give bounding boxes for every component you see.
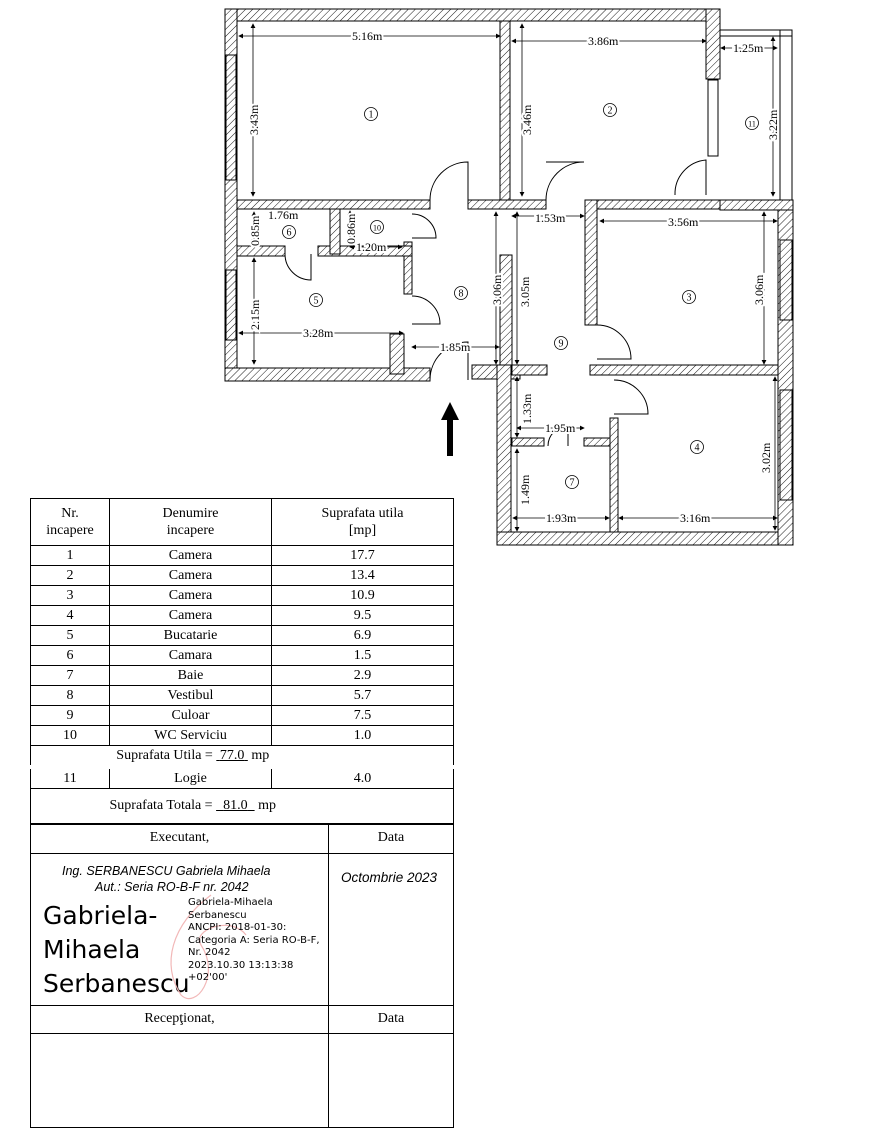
dim-label: 3.05m: [518, 276, 532, 307]
cell-area: 6.9: [272, 626, 454, 646]
signer-name-line: Mihaela: [43, 935, 141, 964]
dim-label: 3.06m: [490, 274, 504, 305]
table-row: [31, 586, 454, 606]
header-name-line2: incapere: [166, 523, 215, 538]
total-area-label: Suprafata Totala =: [109, 798, 213, 813]
signer-name-line: Gabriela-: [43, 901, 158, 930]
cell-area: 13.4: [272, 566, 454, 586]
cell-nr: 11: [31, 767, 110, 789]
table-header-row: [31, 499, 454, 546]
room-id: 10: [373, 223, 381, 233]
table-row: [31, 666, 454, 686]
room-id: 5: [313, 295, 319, 307]
cell-area: 4.0: [272, 767, 454, 789]
header-nr-line1: Nr.: [61, 506, 79, 521]
cell-nr: 3: [31, 586, 110, 606]
cell-name: Camera: [110, 566, 272, 586]
date-label: Data: [377, 830, 405, 845]
total-area-unit: mp: [258, 798, 276, 813]
room-id: 7: [569, 477, 575, 489]
cell-name: Camara: [110, 646, 272, 666]
table-row: [31, 726, 454, 746]
cell-area: 1.0: [272, 726, 454, 746]
room-table: [30, 498, 454, 824]
cell-name: WC Serviciu: [110, 726, 272, 746]
room-id: 6: [286, 227, 292, 239]
room-id: 1: [368, 109, 374, 121]
header-area-line2: [mp]: [348, 523, 377, 538]
cell-name: Vestibul: [110, 686, 272, 706]
dim-label: 3.22m: [766, 109, 780, 140]
cell-area: 10.9: [272, 586, 454, 606]
authorization: Aut.: Seria RO-B-F nr. 2042: [95, 880, 249, 894]
table-row: [31, 566, 454, 586]
received-label: Recepţionat,: [144, 1011, 215, 1026]
digital-sig-line: Nr. 2042: [188, 947, 231, 958]
cell-name: Bucatarie: [110, 626, 272, 646]
dim-label: 3.56m: [668, 215, 699, 229]
useful-area-row: [31, 746, 454, 768]
header-name: [110, 499, 272, 546]
digital-sig-line: Categoria A: Seria RO-B-F,: [188, 934, 320, 946]
cell-nr: 4: [31, 606, 110, 626]
dim-label: 3.28m: [303, 326, 334, 340]
dim-label: 3.86m: [588, 34, 619, 48]
room-id: 11: [748, 119, 756, 129]
executant-label: Executant,: [149, 830, 210, 845]
dim-label: 3.02m: [759, 442, 773, 473]
cell-nr: 7: [31, 666, 110, 686]
useful-area-number: 77.0: [219, 747, 245, 763]
cell-nr: 2: [31, 566, 110, 586]
floor-plan: [0, 0, 890, 560]
dim-label: 3.46m: [520, 104, 534, 135]
cell-nr: 9: [31, 706, 110, 726]
dim-label: 1.76m: [268, 208, 299, 222]
table-row: [31, 546, 454, 566]
room-id: 3: [686, 292, 692, 304]
header-area: [272, 499, 454, 546]
cell-name: Culoar: [110, 706, 272, 726]
cell-name: Baie: [110, 666, 272, 686]
dim-label: 3.16m: [680, 511, 711, 525]
cell-name: Camera: [110, 606, 272, 626]
cell-area: 1.5: [272, 646, 454, 666]
dim-label: 0.86m: [344, 213, 358, 244]
cell-area: 9.5: [272, 606, 454, 626]
digital-sig-line: 2023.10.30 13:13:38: [188, 959, 294, 971]
digital-sig-line: Gabriela-Mihaela: [188, 897, 273, 908]
digital-signature-info: [188, 897, 320, 985]
table-row-loggia: [31, 767, 454, 789]
dim-label: 1.49m: [518, 474, 532, 505]
dim-label: 0.85m: [248, 215, 262, 246]
dim-label: 1.53m: [535, 211, 566, 225]
table-row: [31, 606, 454, 626]
table-row: [31, 626, 454, 646]
cell-nr: 1: [31, 546, 110, 566]
dim-label: 1.93m: [546, 511, 577, 525]
dim-label: 1.33m: [520, 393, 534, 424]
header-name-line1: Denumire: [162, 506, 219, 521]
signature-block: [30, 824, 454, 1128]
cell-nr: 10: [31, 726, 110, 746]
total-area-row: [31, 789, 454, 824]
room-id: 4: [694, 442, 700, 454]
date-label-2: Data: [377, 1011, 405, 1026]
header-nr: [31, 499, 110, 546]
digital-sig-line: ANCPI: 2018-01-30:: [188, 922, 287, 933]
engineer-name: Ing. SERBANESCU Gabriela Mihaela: [62, 864, 271, 878]
useful-area-label: Suprafata Utila =: [116, 747, 213, 763]
cell-name: Logie: [110, 767, 272, 789]
cell-nr: 8: [31, 686, 110, 706]
dim-label: 1.20m: [356, 240, 387, 254]
useful-area-value: [216, 748, 248, 763]
entrance-arrow-icon: [441, 402, 459, 456]
room-id: 2: [607, 105, 613, 117]
dim-label: 1.95m: [545, 421, 576, 435]
dim-label: 1.25m: [733, 41, 764, 55]
table-row: [31, 706, 454, 726]
header-area-line1: Suprafata utila: [321, 506, 404, 521]
dim-label: 1.85m: [440, 340, 471, 354]
cell-name: Camera: [110, 586, 272, 606]
cell-area: 5.7: [272, 686, 454, 706]
cell-area: 17.7: [272, 546, 454, 566]
dim-label: 3.43m: [247, 104, 261, 135]
cell-nr: 6: [31, 646, 110, 666]
dim-label: 5.16m: [352, 29, 383, 43]
room-id: 8: [458, 288, 464, 300]
cell-nr: 5: [31, 626, 110, 646]
dim-label: 3.06m: [752, 274, 766, 305]
table-row: [31, 686, 454, 706]
table-row: [31, 646, 454, 666]
useful-area-unit: mp: [251, 747, 270, 763]
total-area-value: [216, 798, 255, 813]
header-nr-line2: incapere: [46, 523, 94, 538]
digital-sig-line: +02'00': [188, 972, 228, 983]
cell-area: 2.9: [272, 666, 454, 686]
room-id: 9: [558, 338, 564, 350]
dim-label: 2.15m: [248, 299, 262, 330]
signer-name-line: Serbanescu: [43, 969, 190, 998]
digital-sig-line: Serbanescu: [188, 909, 247, 921]
date-value: Octombrie 2023: [341, 870, 438, 885]
total-area-number: 81.0: [223, 798, 248, 813]
cell-name: Camera: [110, 546, 272, 566]
cell-area: 7.5: [272, 706, 454, 726]
